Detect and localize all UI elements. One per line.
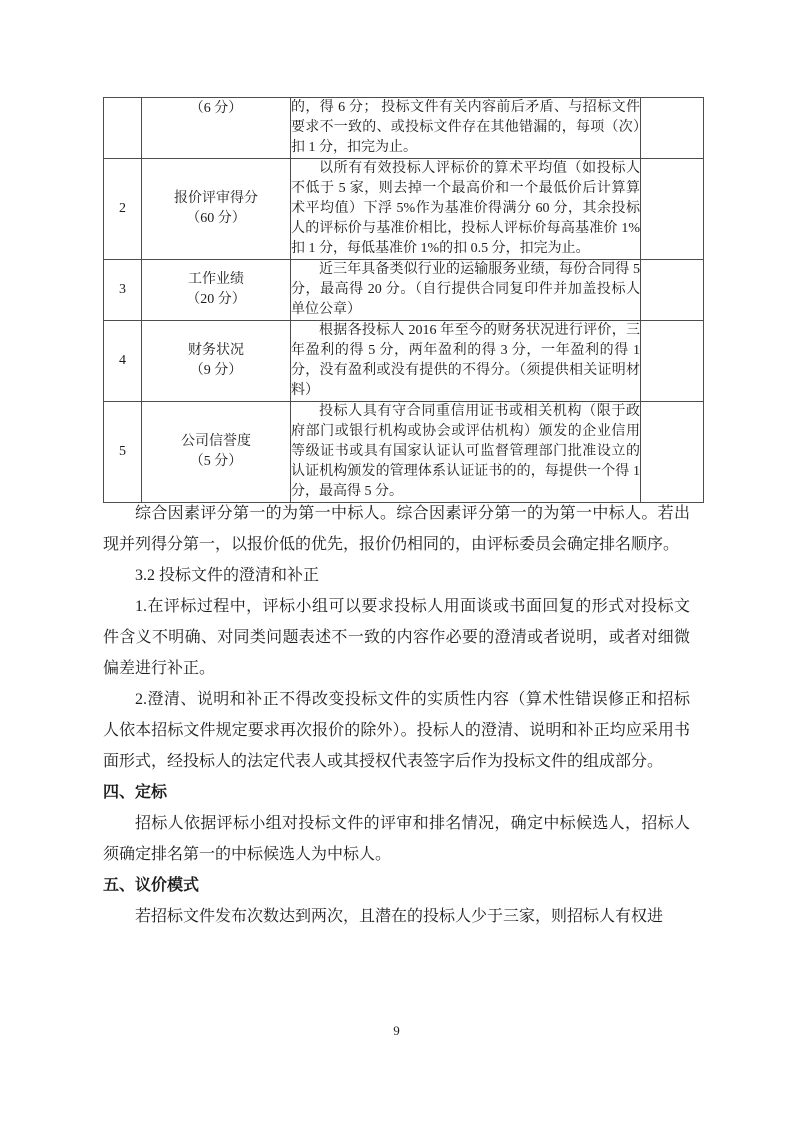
cell-row-number: 5 bbox=[104, 402, 142, 503]
criteria-description-text: 以所有有效投标人评标价的算术平均值（如投标人不低于 5 家，则去掉一个最高价和一个最低价后计算算术平均值）下浮 5%作为基准价得满分 60 分，其余投标人的评标价与基准价相比，投标人评标价每高基准价 1%扣 1 分，每低基准价 1%的扣 0.5 分，扣完为止。 bbox=[291, 161, 640, 256]
evaluation-criteria-table bbox=[103, 97, 704, 503]
table-row bbox=[104, 159, 704, 260]
criteria-name-label: 公司信誉度 bbox=[181, 434, 251, 449]
table-row bbox=[104, 98, 704, 159]
cell-criteria-description bbox=[291, 159, 641, 260]
table-row bbox=[104, 321, 704, 402]
cell-criteria-description bbox=[291, 402, 641, 503]
criteria-points-label: （60 分） bbox=[186, 211, 246, 226]
cell-row-number: 4 bbox=[104, 321, 142, 402]
criteria-points-label: （6 分） bbox=[189, 101, 243, 116]
cell-score-blank bbox=[641, 321, 704, 402]
cell-row-number: 3 bbox=[104, 260, 142, 321]
paragraph-clarification-1: 1.在评标过程中，评标小组可以要求投标人用面谈或书面回复的形式对投标文件含义不明确、对同类问题表述不一致的内容作必要的澄清或者说明，或者对细微偏差进行补正。 bbox=[103, 598, 690, 677]
heading-section-5-negotiation: 五、议价模式 bbox=[103, 877, 200, 894]
page-number: 9 bbox=[393, 1023, 400, 1038]
cell-score-blank bbox=[641, 98, 704, 159]
cell-criteria-description bbox=[291, 260, 641, 321]
cell-row-number: 2 bbox=[104, 159, 142, 260]
criteria-name-label: 财务状况 bbox=[188, 343, 244, 358]
criteria-description-text: 投标人具有守合同重信用证书或相关机构（限于政府部门或银行机构或协会或评估机构）颁发的企业信用等级证书或具有国家认证认可监督管理部门批准设立的认证机构颁发的管理体系认证证书的的，每提供一个得 1 分，最高得 5 分。 bbox=[291, 404, 640, 499]
criteria-points-label: （20 分） bbox=[186, 292, 246, 307]
cell-criteria-name bbox=[142, 321, 291, 402]
cell-row-number bbox=[104, 98, 142, 159]
criteria-description-text: 的，得 6 分； 投标文件有关内容前后矛盾、与招标文件要求不一致的、或投标文件存在其他错漏的，每项（次）扣 1 分，扣完为止。 bbox=[291, 100, 640, 155]
table-row bbox=[104, 402, 704, 503]
heading-section-4-award: 四、定标 bbox=[103, 784, 168, 801]
cell-criteria-name bbox=[142, 98, 291, 159]
table-row bbox=[104, 260, 704, 321]
cell-score-blank bbox=[641, 260, 704, 321]
cell-criteria-name bbox=[142, 260, 291, 321]
criteria-description-text: 近三年具备类似行业的运输服务业绩，每份合同得 5 分，最高得 20 分。（自行提供合同复印件并加盖投标人单位公章） bbox=[291, 262, 640, 317]
paragraph-clarification-2: 2.澄清、说明和补正不得改变投标文件的实质性内容（算术性错误修正和招标人依本招标文件规定要求再次报价的除外）。投标人的澄清、说明和补正均应采用书面形式，经投标人的法定代表人或其授权代表签字后作为投标文件的组成部分。 bbox=[103, 691, 690, 770]
paragraph-award-decision: 招标人依据评标小组对投标文件的评审和排名情况，确定中标候选人，招标人须确定排名第一的中标候选人为中标人。 bbox=[103, 815, 690, 863]
cell-score-blank bbox=[641, 159, 704, 260]
criteria-points-label: （5 分） bbox=[189, 454, 243, 469]
paragraph-ranking-rule: 综合因素评分第一的为第一中标人。综合因素评分第一的为第一中标人。若出现并列得分第一，以报价低的优先，报价仍相同的，由评标委员会确定排名顺序。 bbox=[103, 505, 690, 553]
document-body bbox=[103, 498, 690, 932]
criteria-name-label: 工作业绩 bbox=[188, 272, 244, 287]
cell-criteria-description bbox=[291, 321, 641, 402]
paragraph-negotiation: 若招标文件发布次数达到两次，且潜在的投标人少于三家，则招标人有权进 bbox=[135, 908, 664, 925]
criteria-description-text: 根据各投标人 2016 年至今的财务状况进行评价，三年盈利的得 5 分，两年盈利的得 3 分，一年盈利的得 1 分，没有盈利或没有提供的不得分。（须提供相关证明材料） bbox=[291, 323, 640, 398]
cell-criteria-name bbox=[142, 159, 291, 260]
criteria-points-label: （9 分） bbox=[189, 363, 243, 378]
cell-criteria-description bbox=[291, 98, 641, 159]
cell-criteria-name bbox=[142, 402, 291, 503]
criteria-name-label: 报价评审得分 bbox=[174, 191, 258, 206]
heading-clarification-3-2: 3.2 投标文件的澄清和补正 bbox=[135, 567, 320, 584]
cell-score-blank bbox=[641, 402, 704, 503]
